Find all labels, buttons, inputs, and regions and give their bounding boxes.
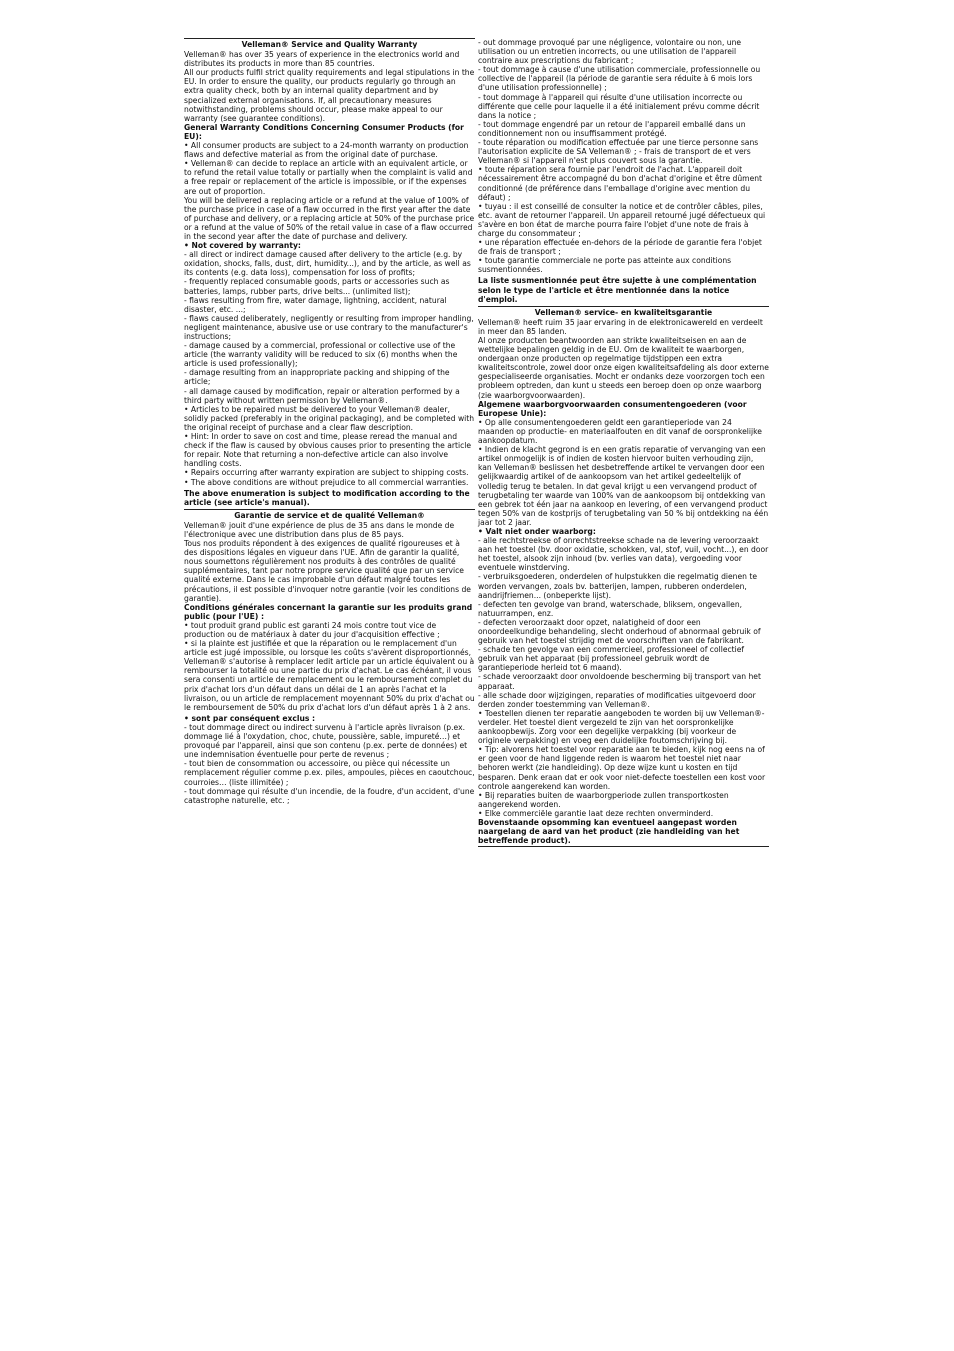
en-condition-2: • Velleman® can decide to replace an article with an equivalent article, or to refund the retail value totally or partially when the complaint is valid and a free repair or replacement of the article is impossible, or if the expenses are out of proportion. xyxy=(184,159,473,196)
en-not-covered-item: - damage resulting from an inappropriate packing and shipping of the article; xyxy=(184,368,450,387)
fr-condition-repair: • toute réparation sera fournie par l'endroit de l'achat. L'appareil doit nécessairement être accompagné du bon d'achat d'origine et être dûment conditionné (de préférence dans l'emballage d'origine avec mention du défaut) ; xyxy=(478,165,763,202)
en-condition-commercial: • The above conditions are without prejudice to all commercial warranties. xyxy=(184,477,469,487)
fr-closing-note: La liste susmentionnée peut être sujette à une complémentation selon le type de l'article et être mentionnée dans la notice d'emploi. xyxy=(478,276,757,304)
fr-condition-tip: • tuyau : il est conseillé de consulter la notice et de contrôler câbles, piles, etc. avant de retourner l'appareil. Un appareil retourné jugé défectueux qui s'avère en bon état de marche pourra faire l'objet d'une note de frais à charge du consommateur ; xyxy=(478,201,766,238)
en-condition-repair-delivery: • Articles to be repaired must be delivered to your Velleman® dealer, solidly packed (preferably in the original packaging), and be completed with the original receipt of purchase and a clear flaw description. xyxy=(184,404,475,432)
nl-not-covered-item: - verbruiksgoederen, onderdelen of hulpstukken die regelmatig dienen te worden vervangen, zoals bv. batterijen, lampen, rubberen onderdelen, aandrijfriemen... (onbeperkte lijst). xyxy=(478,572,758,600)
nl-condition-2: • Indien de klacht gegrond is en een gratis reparatie of vervanging van een artikel onmogelijk is of indien de kosten hiervoor buiten verhouding zijn, kan Velleman® beslissen het desbetreffende artikel te vervangen door een gelijkwaardig artikel of de aankoopsom van het artikel gedeeltelijk of volledig terug te betalen. In dat geval krijgt u een vervangend product of terugbetaling ter waarde van 100% van de aankoopsom bij ontdekking van een gebrek tot één jaar na aankoop en levering, of een vervangend product tegen 50% van de kostprijs of terugbetaling van 50 % bij ontdekking na één jaar tot 2 jaar. xyxy=(478,445,769,527)
nl-closing-note: Bovenstaande opsomming kan eventueel aangepast worden naargelang de aard van het product (zie handleiding van het betreffende product). xyxy=(478,817,740,846)
fr-intro: Velleman® jouit d'une expérience de plus de 35 ans dans le monde de l'électronique avec une distribution dans plus de 85 pays. xyxy=(184,520,455,539)
nl-general-heading: Algemene waarborgvoorwaarden consumentengoederen (voor Europese Unie): xyxy=(478,399,747,418)
nl-not-covered-item: - schade ten gevolge van een commercieel, professioneel of collectief gebruik van het apparaat (bij professioneel gebruik wordt de garantieperiode herleid tot 6 maand). xyxy=(478,645,745,673)
fr-general-heading: Conditions générales concernant la garantie sur les produits grand public (pour l'UE) : xyxy=(184,602,473,621)
nl-not-covered-item: - alle rechtstreekse of onrechtstreekse schade na de levering veroorzaakt aan het toestel (bv. door oxidatie, schokken, val, stof, vuil, vocht...), en door het toestel, alsook zijn inhoud (bv. verlies van data), vergoeding voor eventuele winstderving. xyxy=(478,536,769,573)
nl-not-covered-heading: • Valt niet onder waarborg: xyxy=(478,526,596,536)
en-condition-shipping: • Repairs occurring after warranty expiration are subject to shipping costs. xyxy=(184,468,469,478)
fr-excluded-heading: • sont par conséquent exclus : xyxy=(184,713,316,723)
fr-condition-shipping: • une réparation effectuée en-dehors de la période de garantie fera l'objet de frais de transport ; xyxy=(478,238,762,257)
nl-not-covered-item: - schade veroorzaakt door onvoldoende bescherming bij transport van het apparaat. xyxy=(478,672,761,691)
fr-excluded-item: - toute réparation ou modification effectuée par une tierce personne sans l'autorisation explicite de SA Velleman® ; - frais de transport de et vers Velleman® si l'appareil n'est plus couvert sous la garantie. xyxy=(478,138,759,166)
nl-intro: Velleman® heeft ruim 35 jaar ervaring in de elektronicawereld en verdeelt in meer dan 85 landen. xyxy=(478,317,763,336)
fr-excluded-item: - tout dommage à cause d'une utilisation commerciale, professionnelle ou collective de l'appareil (la période de garantie sera réduite à 6 mois lors d'une utilisation professionnelle) ; xyxy=(478,65,761,93)
en-not-covered-item: - flaws resulting from fire, water damage, lightning, accident, natural disaster, etc. ...; xyxy=(184,295,447,314)
nl-intro-quality: Al onze producten beantwoorden aan strikte kwaliteitseisen en aan de wettelijke bepalingen geldig in de EU. Om de kwaliteit te waarborgen, ondergaan onze producten op regelmatige tijdstippen een extra kwaliteitscontrole, zowel door onze eigen kwaliteitsafdeling als door externe gespecialiseerde organisaties. Mocht er ondanks deze voorzorgen toch een probleem optreden, dan kunt u steeds een beroep doen op onze waarborg (zie waarborgvoorwaarden). xyxy=(478,336,769,400)
en-condition-1: • All consumer products are subject to a 24-month warranty on production flaws and defective material as from the original date of purchase. xyxy=(184,141,469,160)
en-not-covered-item: - all direct or indirect damage caused after delivery to the article (e.g. by oxidation, shocks, falls, dust, dirt, humidity...), and by the article, as well as its contents (e.g. data loss), compensation for loss of profits; xyxy=(184,250,471,278)
en-not-covered-heading: • Not covered by warranty: xyxy=(184,241,301,251)
nl-condition-tip: • Tip: alvorens het toestel voor reparatie aan te bieden, kijk nog eens na of er geen voor de hand liggende reden is waarom het toestel niet naar behoren werkt (zie handleiding). Op deze wijze kunt u kosten en tijd besparen. Denk eraan dat er ook voor niet-defecte toestellen een kost voor controle aangerekend kan worden. xyxy=(478,745,766,791)
fr-excluded-item: - tout dommage direct ou indirect survenu à l'article après livraison (p.ex. dommage lié à l'oxydation, choc, chute, poussière, sable, impureté…) et provoqué par l'appareil, ainsi que son contenu (p.ex. perte de données) et une indemnisation éventuelle pour perte de revenus ; xyxy=(184,722,468,760)
fr-section-title: Garantie de service et de qualité Velleman® xyxy=(184,509,475,520)
fr-excluded-item: - tout dommage engendré par un retour de l'appareil emballé dans un conditionnement non ou insuffisamment protégé. xyxy=(478,119,746,138)
nl-condition-commercial: • Elke commerciële garantie laat deze rechten onverminderd. xyxy=(478,808,714,818)
en-not-covered-item: - all damage caused by modification, repair or alteration performed by a third party without written permission by Velleman®. xyxy=(184,386,460,405)
nl-not-covered-item: - defecten ten gevolge van brand, waterschade, bliksem, ongevallen, natuurrampen, enz. xyxy=(478,599,743,618)
fr-intro-quality: Tous nos produits répondent à des exigences de qualité rigoureuses et à des dispositions légales en vigueur dans l'UE. Afin de garantir la qualité, nous soumettons régulièrement nos produits à des contrôles de qualité supplémentaires, tant par notre propre service qualité que par un service qualité externe. Dans le cas improbable d'un défaut malgré toutes les précautions, il est possible d'invoquer notre garantie (voir les conditions de garantie). xyxy=(184,539,471,603)
en-condition-refund: You will be delivered a replacing article or a refund at the value of 100% of the purchase price in case of a flaw occurred in the first year after the date of purchase and delivery, or a replacing article at 50% of the purchase price or a refund at the value of 50% of the retail value in case of a flaw occurred in the second year after the date of purchase and delivery. xyxy=(184,195,475,241)
en-closing-note: The above enumeration is subject to modification according to the article (see article's manual). xyxy=(184,488,470,507)
en-not-covered-item: - flaws caused deliberately, negligently or resulting from improper handling, negligent maintenance, abusive use or use contrary to the manufacturer's instructions; xyxy=(184,313,474,341)
en-intro: Velleman® has over 35 years of experience in the electronics world and distributes its products in more than 85 countries. xyxy=(184,50,460,69)
en-general-heading: General Warranty Conditions Concerning Consumer Products (for EU): xyxy=(184,122,464,141)
en-not-covered-item: - frequently replaced consumable goods, parts or accessories such as batteries, lamps, rubber parts, drive belts... (unlimited list); xyxy=(184,277,450,296)
right-column xyxy=(478,38,769,847)
en-intro-quality: All our products fulfil strict quality requirements and legal stipulations in the EU. In order to ensure the quality, our products regularly go through an extra quality check, both by an internal quality department and by specialized external organisations. If, all precautionary measures notwithstanding, problems should occur, please make appeal to our warranty (see guarantee conditions). xyxy=(184,68,475,123)
nl-condition-repair-delivery: • Toestellen dienen ter reparatie aangeboden te worden bij uw Velleman®-verdeler. Het toestel dient vergezeld te zijn van het oorspronkelijke aankoopbewijs. Zorg voor een degelijke verpakking (bij voorkeur de originele verpakking) en voeg een duidelijke foutomschrijving bij. xyxy=(478,708,765,746)
nl-condition-1: • Op alle consumentengoederen geldt een garantieperiode van 24 maanden op productie- en materiaalfouten en dit vanaf de oorspronkelijke aankoopdatum. xyxy=(478,417,762,446)
nl-not-covered-item: - defecten veroorzaakt door opzet, nalatigheid of door een onoordeelkundige behandeling, slecht onderhoud of abnormaal gebruik of gebruik van het toestel strijdig met de voorschriften van de fabrikant. xyxy=(478,617,761,646)
fr-excluded-item: - tout dommage à l'appareil qui résulte d'une utilisation incorrecte ou différente que celle pour laquelle il a été initialement prévu comme décrit dans la notice ; xyxy=(478,92,760,120)
fr-excluded-item: - out dommage provoqué par une négligence, volontaire ou non, une utilisation ou un entretien incorrects, ou une utilisation de l'appareil contraire aux prescriptions du fabricant ; xyxy=(478,38,742,66)
fr-condition-2: • si la plainte est justifiée et que la réparation ou le remplacement d'un article est jugé impossible, ou lorsque les coûts s'avèrent disproportionnés, Velleman® s'autorise à remplacer ledit article par un article équivalent ou à rembourser la totalité ou une partie du prix d'achat. Le cas échéant, il vous sera consenti un article de remplacement ou le remboursement complet du prix d'achat lors d'un défaut dans un délai de 1 an après l'achat et la livraison, ou un article de remplacement moyennant 50% du prix d'achat ou le remboursement de 50% du prix d'achat lors d'un défaut après 1 à 2 ans. xyxy=(184,639,475,712)
fr-condition-commercial: • toute garantie commerciale ne porte pas atteinte aux conditions susmentionnées. xyxy=(478,256,732,275)
en-not-covered-item: - damage caused by a commercial, professional or collective use of the article (the warranty validity will be reduced to six (6) months when the article is used professionally); xyxy=(184,341,458,369)
section-end-rule xyxy=(478,846,769,847)
en-condition-hint: • Hint: In order to save on cost and time, please reread the manual and check if the flaw is caused by obvious causes prior to presenting the article for repair. Note that returning a non-defective article can also involve handling costs. xyxy=(184,432,472,469)
nl-not-covered-item: - alle schade door wijzigingen, reparaties of modificaties uitgevoerd door derden zonder toestemming van Velleman®. xyxy=(478,690,756,709)
nl-condition-shipping: • Bij reparaties buiten de waarborgperiode zullen transportkosten aangerekend worden. xyxy=(478,790,729,809)
en-section-title: Velleman® Service and Quality Warranty xyxy=(184,38,475,49)
fr-excluded-item: - tout dommage qui résulte d'un incendie, de la foudre, d'un accident, d'une catastrophe naturelle, etc. ; xyxy=(184,786,475,805)
fr-excluded-item: - tout bien de consommation ou accessoire, ou pièce qui nécessite un remplacement régulier comme p.ex. piles, ampoules, pièces en caoutchouc, courroies… (liste illimitée) ; xyxy=(184,759,475,787)
fr-condition-1: • tout produit grand public est garanti 24 mois contre tout vice de production ou de matériaux à dater du jour d'acquisition effective ; xyxy=(184,620,440,639)
nl-section-title: Velleman® service- en kwaliteitsgarantie xyxy=(478,306,769,317)
left-column xyxy=(184,38,475,805)
